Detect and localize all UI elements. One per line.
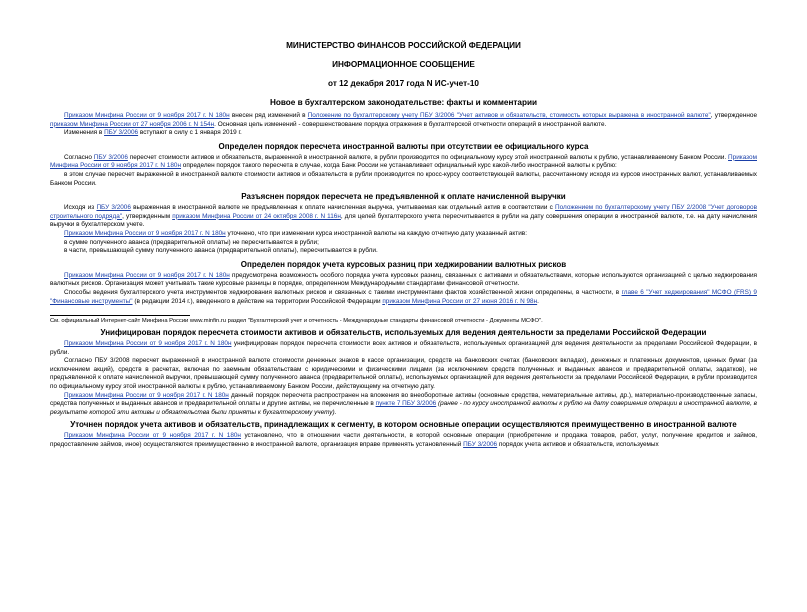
order-180n-link[interactable]: Приказом Минфина России от 9 ноября 2017 г. N 180н: [50, 153, 757, 170]
document-type: ИНФОРМАЦИОННОЕ СООБЩЕНИЕ: [332, 60, 475, 69]
order-180n-link[interactable]: Приказом Минфина России от 9 ноября 2017 г. N 180н: [64, 340, 232, 348]
pbu-3-2006-link[interactable]: ПБУ 3/2006: [93, 153, 128, 161]
order-116n-link[interactable]: приказом Минфина России от 24 октября 2008 г. N 116н: [172, 212, 341, 220]
sec5-paragraph-1: Приказом Минфина России от 9 ноября 2017 г. N 180н установлено, что в отношении части деятельности, в которой основные операции (приобретение и продажа товаров, работ, услуг, получение кредитов и займов, предоставление займов, иное) осуществляются преимущественно в иностранной валюте, организация вправе применять установленный ПБУ 3/2006 порядок учета активов и обязательств, используемых: [50, 432, 757, 449]
order-180n-link[interactable]: Приказом Минфина России от 9 ноября 2017 г. N 180н: [64, 391, 229, 399]
sec2-paragraph-4: в части, превышающей сумму полученного аванса (предварительной оплаты), пересчитывается в рубли.: [64, 247, 378, 255]
pbu-3-2006-link[interactable]: Положение по бухгалтерскому учету ПБУ 3/2006 "Учет активов и обязательств, стоимость которых выражена в иностранной валюте": [307, 112, 711, 119]
order-180n-link[interactable]: Приказом Минфина России от 9 ноября 2017 г. N 180н: [64, 112, 230, 119]
pbu-3-2006-link[interactable]: ПБУ 3/2006: [96, 204, 131, 212]
ministry-title: МИНИСТЕРСТВО ФИНАНСОВ РОССИЙСКОЙ ФЕДЕРАЦИИ: [286, 41, 521, 50]
sec1-paragraph-1: Согласно ПБУ 3/2006 пересчет стоимости активов и обязательств, выраженной в иностранной валюте, в рубли производится по официальному курсу этой иностранной валюты к рублю, устанавливаемому Банком России. Приказом Минфина России от 9 ноября 2017 г. N 180н определен порядок такого пересчета в случае, когда Банк России не устанавливает официальный курс какой-либо иностранной валюты к рублю:: [50, 153, 757, 170]
pbu-3-2006-link[interactable]: ПБУ 3/2006: [104, 129, 139, 137]
sec1-paragraph-2: в этом случае пересчет выраженной в иностранной валюте стоимости активов и обязательств в рубли производится по кросс-курсу соответствующей валюты, рассчитанному исходя из курсов иностранных валют, устанавливаемых Банком России.: [50, 170, 757, 187]
sec3-paragraph-1: Приказом Минфина России от 9 ноября 2017 г. N 180н предусмотрена возможность особого порядка учета курсовых разниц, связанных с активами и обязательствами, которые используются организацией с целью хеджирования валютных рисков. Организация может учитывать такие курсовые разницы в порядке, определенном Международными стандартами финансовой отчетности.: [50, 271, 757, 288]
sec4-paragraph-3: Приказом Минфина России от 9 ноября 2017 г. N 180н данный порядок пересчета распространен на вложения во внеоборотные активы (основные средства, нематериальные активы, др.), материально-производственные запасы, средства полученных и выданных авансов и предварительной оплаты и другие активы, не перечисленные в пункте 7 ПБУ 3/2006 (ранее - по курсу иностранной валюты к рублю на дату совершения операции в иностранной валюте, в результате которой эти активы и обязательства были приняты к бухгалтерскому учету).: [50, 391, 757, 416]
order-154n-link[interactable]: приказом Минфина России от 27 ноября 2006 г. N 154н: [50, 120, 215, 128]
footnote: См. официальный Интернет-сайт Минфина России www.minfin.ru раздел "Бухгалтерский учет и отчетность - Международные стандарты финансовой отчетности - Документы МСФО".: [50, 318, 543, 325]
section-heading-5: Уточнен порядок учета активов и обязательств, принадлежащих к сегменту, в котором основные операции осуществляются преимущественно в иностранной валюте: [70, 420, 737, 430]
order-180n-link[interactable]: Приказом Минфина России от 9 ноября 2017 г. N 180н: [64, 229, 226, 237]
section-heading-1: Определен порядок пересчета иностранной валюты при отсутствии ее официального курса: [218, 141, 589, 151]
document-page: [0, 41, 807, 612]
order-98n-link[interactable]: приказом Минфина России от 27 июня 2016 г. N 98н: [382, 297, 538, 305]
footnote-divider: [50, 315, 190, 316]
pbu-2-2008-link[interactable]: Положением по бухгалтерскому учету ПБУ 2/2008 "Учет договоров строительного подряда": [50, 204, 757, 220]
sec2-paragraph-3: в сумме полученного аванса (предварительной оплаты) не пересчитывается в рубли;: [64, 238, 319, 246]
sec2-paragraph-2: Приказом Минфина России от 9 ноября 2017 г. N 180н уточнено, что при изменении курса иностранной валюты на каждую отчетную дату указанный актив:: [64, 229, 527, 237]
section-heading-4: Унифицирован порядок пересчета стоимости активов и обязательств, используемых для ведения деятельности за пределами Российской Федерации: [100, 328, 707, 338]
sec4-paragraph-2: Согласно ПБУ 3/2008 пересчет выраженной в иностранной валюте стоимости денежных знаков в кассе организации, средств на банковских счетах (банковских вкладах), денежных и платежных документов, ценных бумаг (за исключением акций), средств в расчетах, включая по заемным обязательствам с юридическими и физическими лицами (за исключением средств полученных и выданных авансов и предварительной оплаты, задатков), не предъявленной к оплате начисленной выручки, превышающей сумму полученного аванса (предварительной оплаты), используемых организацией для ведения деятельности за пределами Российской Федерации, в рубли производится по официальному курсу этой иностранной валюты к рублю, устанавливаемому Банком России, действующему на отчетную дату.: [50, 357, 757, 391]
order-180n-link[interactable]: Приказом Минфина России от 9 ноября 2017 г. N 180н: [64, 432, 241, 440]
sec2-paragraph-1: Исходя из ПБУ 3/2006 выраженная в иностранной валюте не предъявленная к оплате начисленная выручка, учитываемая как отдельный актив в соответствии с Положением по бухгалтерскому учету ПБУ 2/2008 "Учет договоров строительного подряда", утвержденным приказом Минфина России от 24 октября 2008 г. N 116н, для целей бухгалтерского учета пересчитывается в рубли на дату совершения операции в иностранной валюте, т.е. на дату начисления выручки в бухгалтерском учете.: [50, 204, 757, 229]
order-180n-link[interactable]: Приказом Минфина России от 9 ноября 2017 г. N 180н: [64, 271, 230, 279]
document-date-number: от 12 декабря 2017 года N ИС-учет-10: [328, 79, 479, 88]
intro-paragraph-1: Приказом Минфина России от 9 ноября 2017 г. N 180н внесен ряд изменений в Положение по бухгалтерскому учету ПБУ 3/2006 "Учет активов и обязательств, стоимость которых выражена в иностранной валюте", утвержденное приказом Минфина России от 27 ноября 2006 г. N 154н. Основная цель изменений - совершенствование порядка отражения в бухгалтерской отчетности операций в иностранной валюте.: [50, 112, 757, 128]
section-heading-3: Определен порядок учета курсовых разниц при хеджировании валютных рисков: [240, 259, 567, 269]
pbu-3-2006-link[interactable]: ПБУ 3/2006: [463, 441, 498, 449]
sec3-paragraph-2: Способы ведения бухгалтерского учета инструментов хеджирования валютных рисков и связанных с такими инструментами фактов хозяйственной жизни определены, в частности, в главе 6 "Учет хеджирования" МСФО (FRS) 9 "Финансовые инструменты" (в редакции 2014 г.), введенного в действие на территории Российской Федерации приказом Минфина России от 27 июня 2016 г. N 98н.: [50, 288, 757, 305]
section-heading-2: Разъяснен порядок пересчета не предъявленной к оплате начисленной выручки: [241, 192, 566, 202]
sec4-paragraph-1: Приказом Минфина России от 9 ноября 2017 г. N 180н унифицирован порядок пересчета стоимости всех активов и обязательств, используемых организацией для ведения деятельности за пределами Российской Федерации, в рубли.: [50, 340, 757, 356]
ifrs-9-chapter-6-link[interactable]: главе 6 "Учет хеджирования" МСФО (FRS) 9 "Финансовые инструменты": [50, 288, 757, 305]
pbu-3-2006-item-7-link[interactable]: пункте 7 ПБУ 3/2006: [375, 400, 437, 408]
intro-paragraph-2: Изменения в ПБУ 3/2006 вступают в силу с 1 января 2019 г.: [64, 129, 242, 137]
document-title: Новое в бухгалтерском законодательстве: факты и комментарии: [269, 98, 538, 107]
